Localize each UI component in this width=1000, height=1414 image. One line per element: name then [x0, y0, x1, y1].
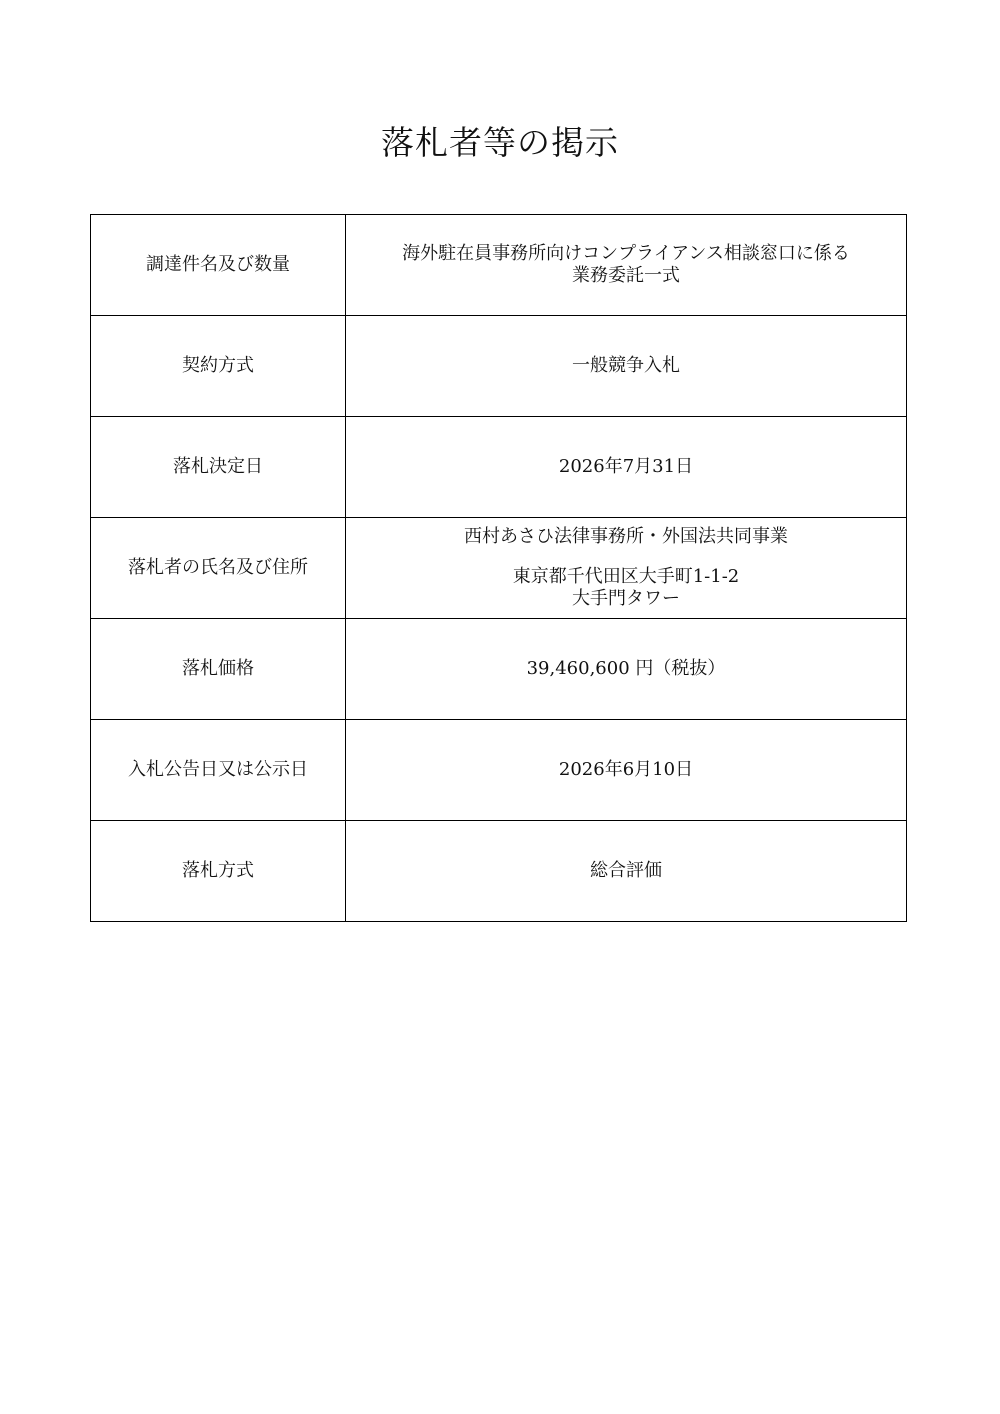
winner-address-line-1: 東京都千代田区大手町1-1-2: [512, 566, 740, 587]
award-date-value: 2026年7月31日: [558, 456, 694, 477]
contract-method-value: 一般競争入札: [572, 355, 680, 376]
row-label-winner: 落札者の氏名及び住所: [91, 518, 346, 619]
table-row: [91, 720, 907, 821]
award-notice-table: [90, 214, 907, 922]
price-value: 39,460,600 円（税抜）: [526, 658, 726, 679]
table-row: [91, 316, 907, 417]
row-label-announcement-date: 入札公告日又は公示日: [91, 720, 346, 821]
table-row: [91, 821, 907, 922]
procurement-line-1: 海外駐在員事務所向けコンプライアンス相談窓口に係る: [402, 243, 850, 264]
row-value-procurement: [346, 215, 907, 316]
table-row: [91, 518, 907, 619]
winner-address-line-2: 大手門タワー: [572, 588, 680, 609]
table-row: [91, 417, 907, 518]
table-row: [91, 215, 907, 316]
procurement-line-2: 業務委託一式: [572, 265, 680, 286]
row-label-award-date: 落札決定日: [91, 417, 346, 518]
winner-gap: [354, 548, 898, 566]
row-label-contract-method: 契約方式: [91, 316, 346, 417]
announcement-date-value: 2026年6月10日: [558, 759, 694, 780]
award-method-value: 総合評価: [590, 860, 662, 881]
row-label-procurement: 調達件名及び数量: [91, 215, 346, 316]
winner-name: 西村あさひ法律事務所・外国法共同事業: [464, 526, 788, 547]
row-label-award-method: 落札方式: [91, 821, 346, 922]
row-value-price: [346, 619, 907, 720]
row-value-contract-method: [346, 316, 907, 417]
row-value-announcement-date: [346, 720, 907, 821]
row-value-award-method: [346, 821, 907, 922]
row-value-award-date: [346, 417, 907, 518]
page-title: 落札者等の掲示: [381, 123, 619, 162]
row-label-price: 落札価格: [91, 619, 346, 720]
table-row: [91, 619, 907, 720]
row-value-winner: [346, 518, 907, 619]
